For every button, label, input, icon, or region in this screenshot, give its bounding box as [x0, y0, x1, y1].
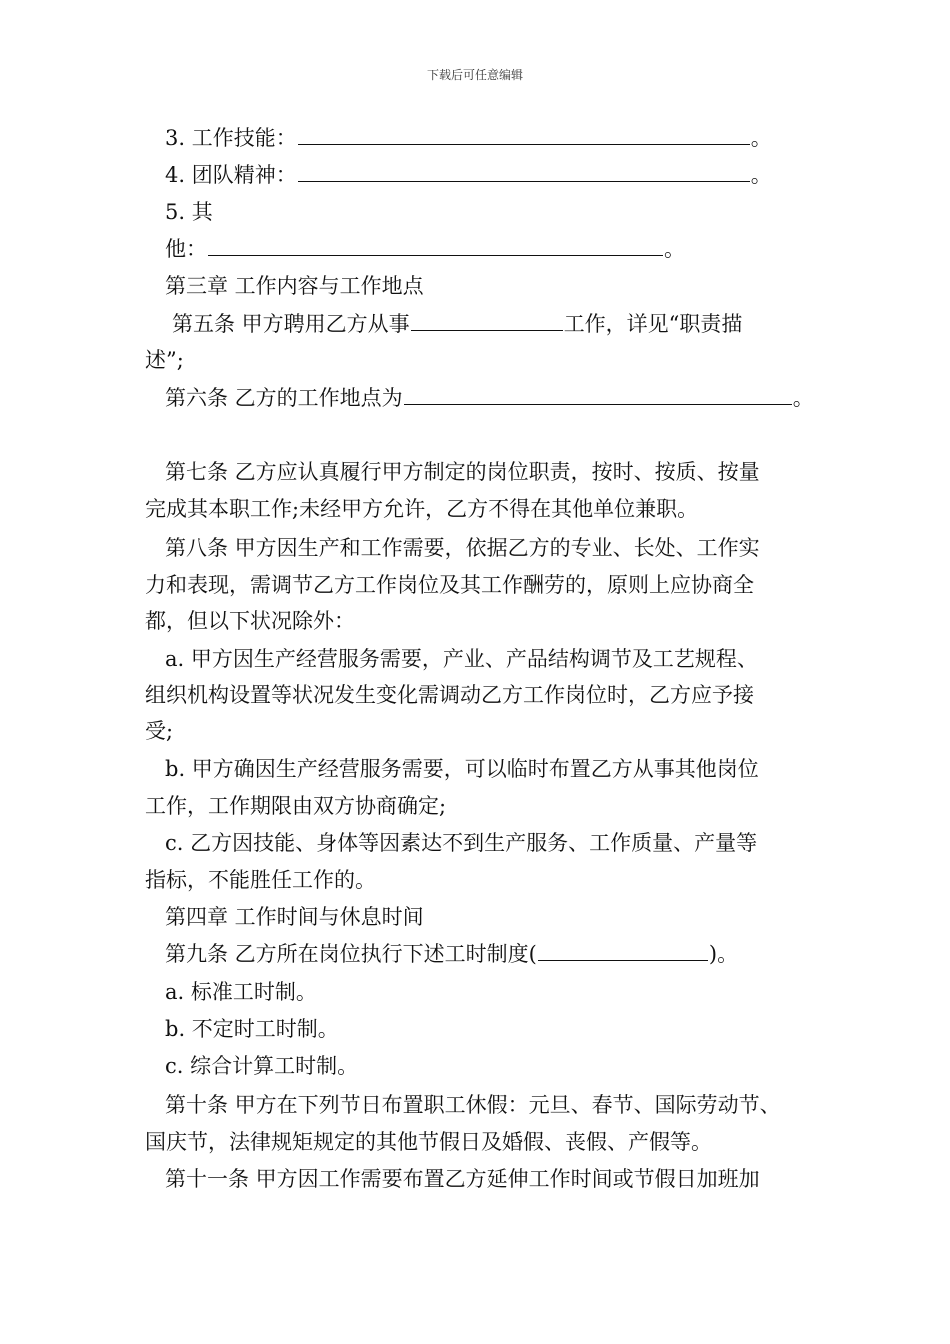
field-suffix: 。	[792, 386, 814, 410]
field-label: 他：	[165, 237, 207, 261]
chapter-heading: 第四章 工作时间与休息时间	[165, 905, 424, 929]
article-5-line	[172, 310, 742, 338]
list-item: a. 标准工时制。	[165, 980, 317, 1004]
fill-in-blank[interactable]	[208, 235, 663, 256]
fill-in-blank[interactable]	[404, 384, 792, 405]
article-text: 工作，详见“职责描	[563, 312, 743, 336]
fill-in-blank[interactable]	[411, 310, 563, 331]
text-line: b. 甲方确因生产经营服务需要，可以临时布置乙方从事其他岗位	[165, 757, 759, 781]
field-suffix: 。	[664, 237, 685, 261]
list-item: c. 综合计算工时制。	[165, 1054, 359, 1078]
text-line: 述”;	[145, 348, 184, 372]
field-suffix: )。	[708, 942, 739, 966]
field-label: 4. 团队精神：	[165, 163, 297, 187]
text-line: c. 乙方因技能、身体等因素达不到生产服务、工作质量、产量等	[165, 831, 758, 855]
article-text: 第五条 甲方聘用乙方从事	[172, 312, 410, 336]
text-line: a. 甲方因生产经营服务需要，产业、产品结构调节及工艺规程、	[165, 647, 758, 671]
field-label: 3. 工作技能：	[165, 126, 297, 150]
field-team-spirit	[165, 161, 772, 189]
article-text: 第九条 乙方所在岗位执行下述工时制度(	[165, 942, 537, 966]
text-line: 第十一条 甲方因工作需要布置乙方延伸工作时间或节假日加班加	[165, 1167, 760, 1191]
page-header: 下载后可任意编辑	[426, 68, 523, 82]
text-line: 都，但以下状况除外：	[145, 609, 355, 633]
fill-in-blank[interactable]	[298, 124, 750, 145]
text-line: 指标，不能胜任工作的。	[145, 868, 376, 892]
article-text: 第六条 乙方的工作地点为	[165, 386, 403, 410]
text-line: 5. 其	[165, 200, 213, 224]
text-line: 第十条 甲方在下列节日布置职工休假：元旦、春节、国际劳动节、	[165, 1093, 781, 1117]
chapter-heading: 第三章 工作内容与工作地点	[165, 274, 424, 298]
text-line: 工作，工作期限由双方协商确定;	[145, 794, 447, 818]
article-9-line	[165, 940, 738, 968]
text-line: 组织机构设置等状况发生变化需调动乙方工作岗位时，乙方应予接	[145, 683, 754, 707]
text-line: 第八条 甲方因生产和工作需要，依据乙方的专业、长处、工作实	[165, 536, 760, 560]
field-work-skills	[165, 124, 772, 152]
fill-in-blank[interactable]	[538, 940, 708, 961]
text-line: 受;	[145, 719, 174, 743]
text-line: 国庆节，法律规矩规定的其他节假日及婚假、丧假、产假等。	[145, 1130, 712, 1154]
field-other	[165, 235, 685, 263]
text-line: 完成其本职工作;未经甲方允许，乙方不得在其他单位兼职。	[145, 497, 699, 521]
field-suffix: 。	[750, 163, 772, 187]
text-line: 力和表现，需调节乙方工作岗位及其工作酬劳的，原则上应协商全	[145, 573, 754, 597]
list-item: b. 不定时工时制。	[165, 1017, 339, 1041]
fill-in-blank[interactable]	[298, 161, 750, 182]
text-line: 第七条 乙方应认真履行甲方制定的岗位职责，按时、按质、按量	[165, 460, 760, 484]
article-6-line	[165, 384, 814, 412]
field-suffix: 。	[750, 126, 772, 150]
